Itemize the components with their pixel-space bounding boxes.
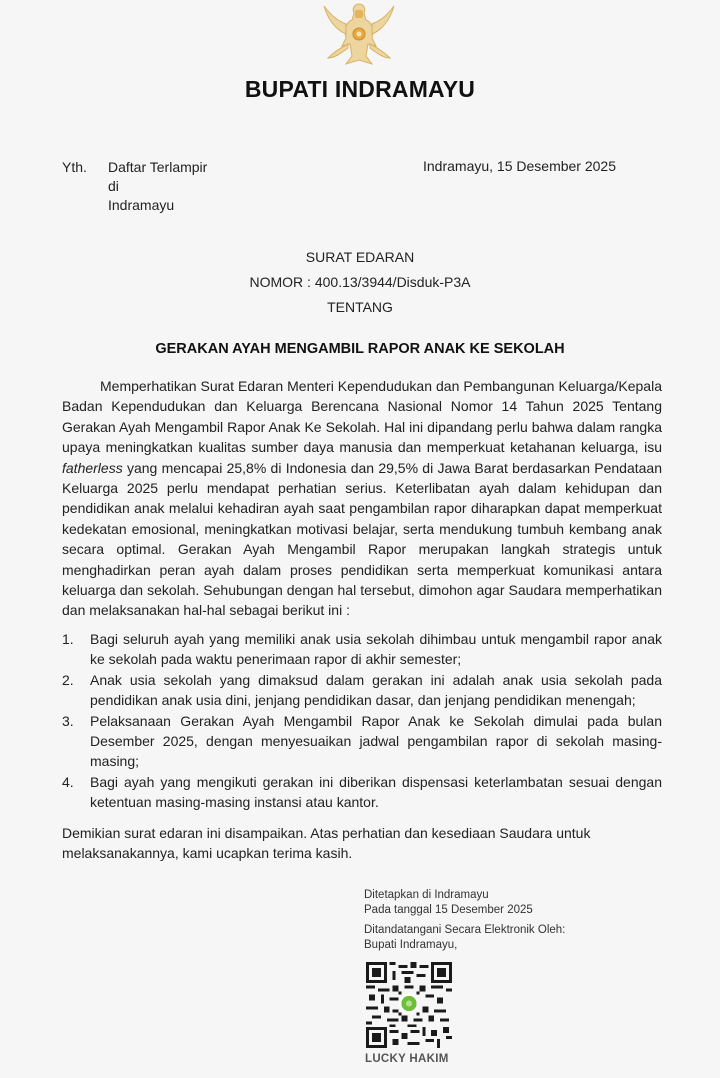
salutation: Yth. bbox=[62, 159, 87, 175]
letter-body bbox=[62, 376, 662, 863]
signer-name: LUCKY HAKIM bbox=[365, 1053, 449, 1065]
letter-number: NOMOR : 400.13/3944/Disduk-P3A bbox=[249, 274, 471, 290]
qr-code-icon bbox=[366, 962, 452, 1048]
list-text: Pelaksanaan Gerakan Ayah Mengambil Rapor Anak ke Sekolah dimulai pada bulan Desember 2025, dengan menyesuaikan jadwal pengambilan rapor di sekolah masing-masing; bbox=[90, 712, 662, 770]
address-line: Daftar Terlampir bbox=[108, 159, 208, 175]
letter-type: SURAT EDARAN bbox=[305, 249, 415, 265]
letter-subject: GERAKAN AYAH MENGAMBIL RAPOR ANAK KE SEKOLAH bbox=[155, 341, 565, 357]
intro-text: yang mencapai 25,8% di Indonesia dan 29,5% di Jawa Barat berdasarkan Pendataan Keluarga 2025 perlu mendapat perhatian serius. Keterlibatan ayah dalam kehidupan dan pendidikan anak melalui kehadiran ayah saat pengambilan rapor diharapkan dapat memperkuat kedekatan emosional, meningkatkan motivasi belajar, serta mendukung tumbuh kembang anak secara optimal. Gerakan Ayah Mengambil Rapor merupakan langkah strategis untuk menghadirkan peran ayah dalam proses pendidikan serta memperkuat komunikasi antara keluarga dan sekolah. Sehubungan dengan hal tersebut, dimohon agar Saudara memperhatikan dan melaksanakan hal-hal sebagai berikut ini : bbox=[62, 459, 662, 619]
garuda-emblem-icon bbox=[316, 0, 402, 70]
list-number: 4. bbox=[62, 773, 74, 790]
list-number: 2. bbox=[62, 671, 74, 688]
intro-text: Memperhatikan Surat Edaran Menteri Kependudukan dan Pembangunan Keluarga/Kepala Badan Kependudukan dan Keluarga Berencana Nasional Nomor 14 Tahun 2025 Tentang Gerakan Ayah Mengambil Rapor Anak Ke Sekolah. Hal ini dipandang perlu bahwa dalam rangka upaya meningkatkan kualitas sumber daya manusia dan memperkuat ketahanan keluarga, isu bbox=[62, 378, 662, 456]
address-line: Indramayu bbox=[108, 197, 175, 213]
list-item bbox=[62, 629, 662, 670]
list-item bbox=[62, 772, 662, 813]
page-title: BUPATI INDRAMAYU bbox=[244, 76, 476, 102]
list-number: 3. bbox=[62, 712, 74, 729]
signer-position: Bupati Indramayu, bbox=[364, 938, 458, 951]
instruction-list bbox=[62, 629, 662, 813]
list-item bbox=[62, 711, 662, 772]
letter-date: Indramayu, 15 Desember 2025 bbox=[423, 158, 616, 174]
list-number: 1. bbox=[62, 630, 74, 647]
sign-place: Ditetapkan di Indramayu bbox=[364, 889, 489, 901]
signature-block bbox=[364, 888, 565, 952]
intro-italic-term: fatherless bbox=[62, 459, 123, 476]
closing-paragraph: Demikian surat edaran ini disampaikan. Atas perhatian dan kesediaan Saudara untuk melaksanakannya, kami ucapkan terima kasih. bbox=[62, 824, 591, 861]
sign-date: Pada tanggal 15 Desember 2025 bbox=[364, 903, 533, 916]
list-item bbox=[62, 670, 662, 711]
list-text: Anak usia sekolah yang dimaksud dalam gerakan ini adalah anak usia sekolah pada pendidikan anak usia dini, jenjang pendidikan dasar, dan jenjang pendidikan menengah; bbox=[90, 671, 662, 709]
list-text: Bagi seluruh ayah yang memiliki anak usia sekolah dihimbau untuk mengambil rapor anak ke sekolah pada waktu penerimaan rapor di akhir semester; bbox=[90, 630, 662, 668]
address-line: di bbox=[108, 178, 119, 194]
list-text: Bagi ayah yang mengikuti gerakan ini diberikan dispensasi keterlambatan sesuai dengan ketentuan masing-masing instansi atau kantor. bbox=[90, 773, 662, 811]
intro-paragraph bbox=[62, 376, 662, 621]
e-sign-note: Ditandatangani Secara Elektronik Oleh: bbox=[364, 924, 566, 936]
letter-about: TENTANG bbox=[327, 299, 393, 315]
